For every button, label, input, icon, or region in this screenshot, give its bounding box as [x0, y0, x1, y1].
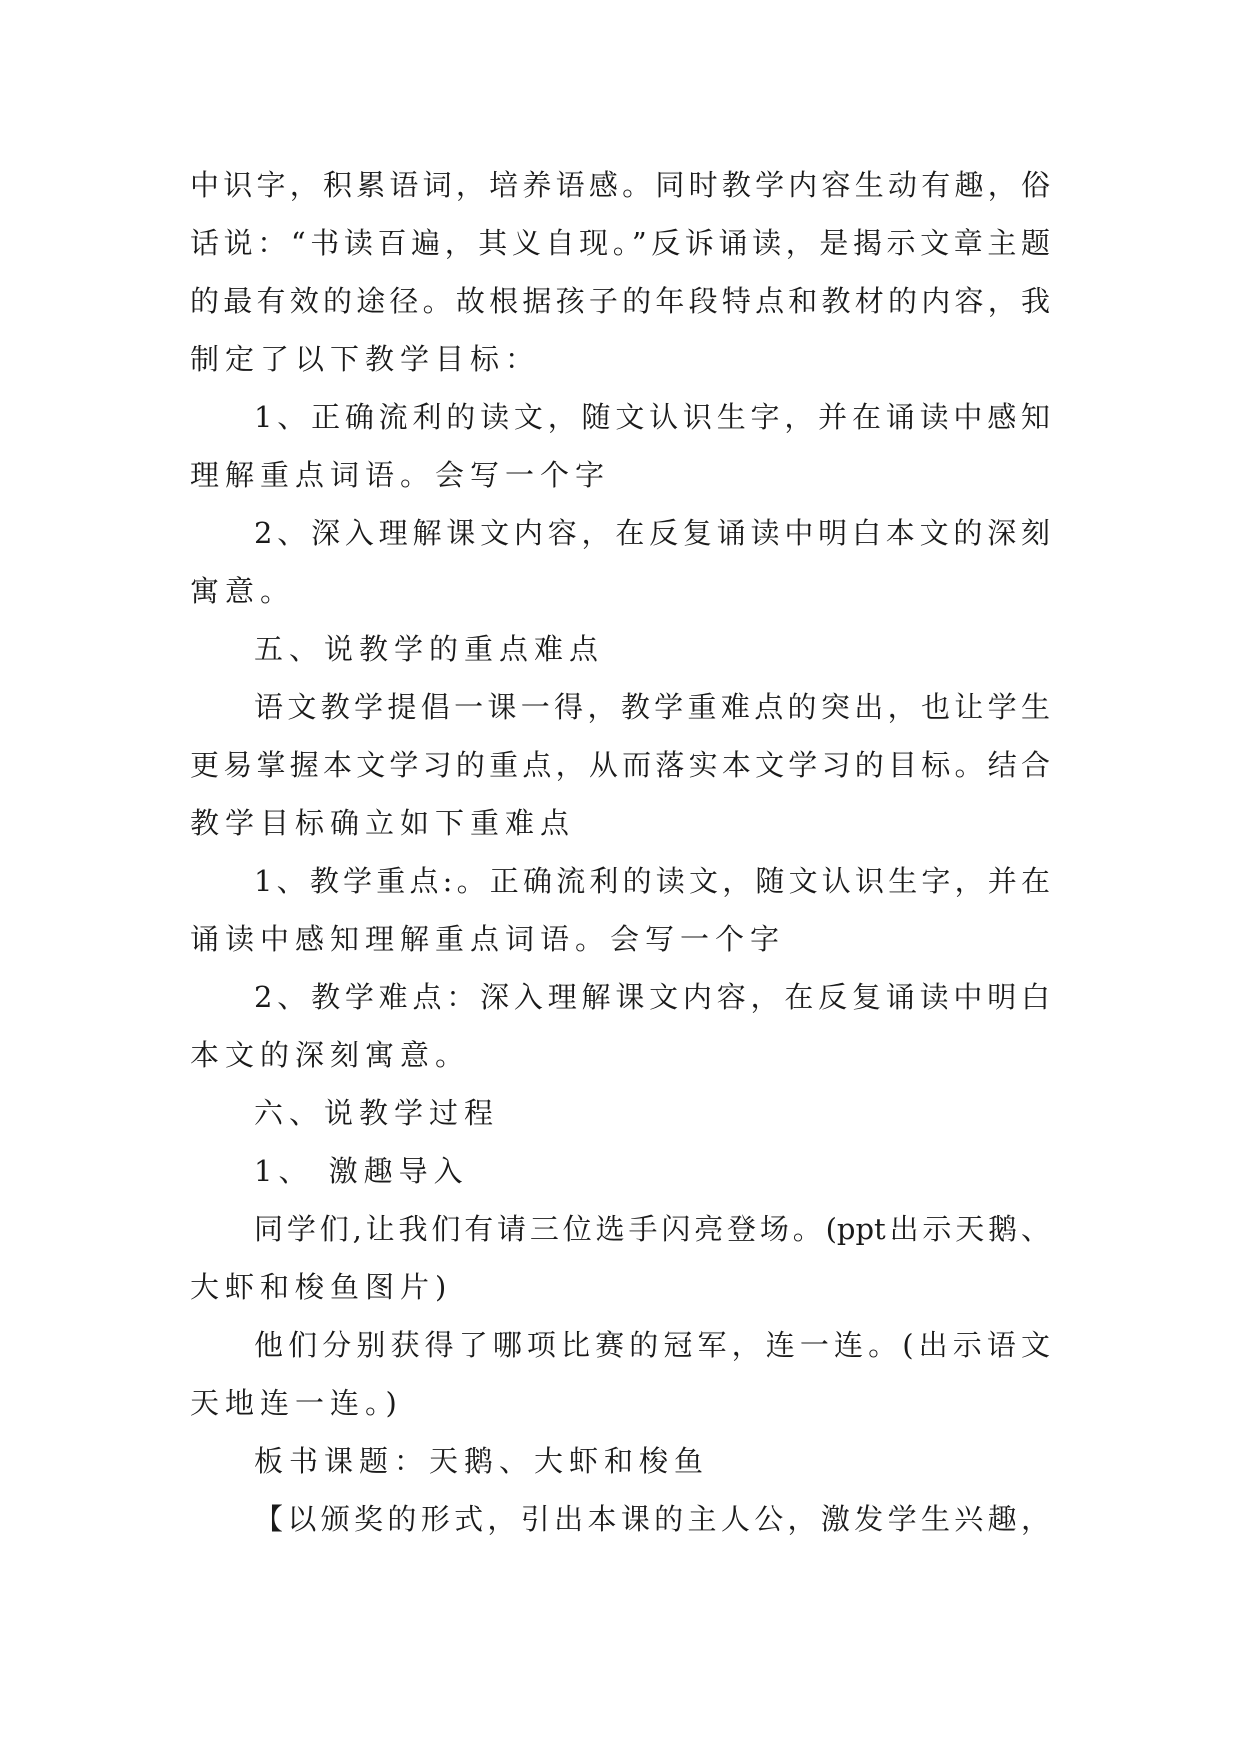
text-line: 语文教学提倡一课一得，教学重难点的突出，也让学生	[254, 690, 1050, 724]
text-line: 理解重点词语。会写一个字	[190, 458, 611, 492]
text-line: 天地连一连。)	[190, 1386, 403, 1420]
text-line: 的最有效的途径。故根据孩子的年段特点和教材的内容，我	[190, 284, 1050, 318]
text-line: 教学目标确立如下重难点	[190, 806, 576, 840]
text-line: 五、说教学的重点难点	[254, 632, 605, 666]
text-line: 诵读中感知理解重点词语。会写一个字	[190, 922, 786, 956]
text-line: 本文的深刻寓意。	[190, 1038, 471, 1072]
text-line: 寓意。	[190, 574, 296, 608]
text-line: 1、 激趣导入	[254, 1154, 469, 1188]
text-line: 1、正确流利的读文，随文认识生字，并在诵读中感知	[254, 400, 1050, 434]
text-line: 2、深入理解课文内容，在反复诵读中明白本文的深刻	[254, 516, 1050, 550]
document-body	[190, 156, 1050, 1548]
text-line: 中识字，积累语词，培养语感。同时教学内容生动有趣，俗	[190, 168, 1050, 202]
text-line: 他们分别获得了哪项比赛的冠军，连一连。(出示语文	[254, 1328, 1050, 1362]
text-line: 【以颁奖的形式，引出本课的主人公，激发学生兴趣，	[254, 1502, 1050, 1536]
text-line: 六、说教学过程	[254, 1096, 500, 1130]
text-line: 更易掌握本文学习的重点，从而落实本文学习的目标。结合	[190, 748, 1050, 782]
text-line: 话说：“书读百遍，其义自现。”反诉诵读，是揭示文章主题	[190, 226, 1050, 260]
text-line: 板书课题：天鹅、大虾和梭鱼	[254, 1444, 710, 1478]
text-line: 同学们,让我们有请三位选手闪亮登场。(ppt出示天鹅、	[254, 1212, 1050, 1246]
text-line: 2、教学难点：深入理解课文内容，在反复诵读中明白	[254, 980, 1050, 1014]
text-line: 制定了以下教学目标：	[190, 342, 541, 376]
text-line: 大虾和梭鱼图片)	[190, 1270, 453, 1304]
text-line: 1、教学重点:。正确流利的读文，随文认识生字，并在	[254, 864, 1050, 898]
